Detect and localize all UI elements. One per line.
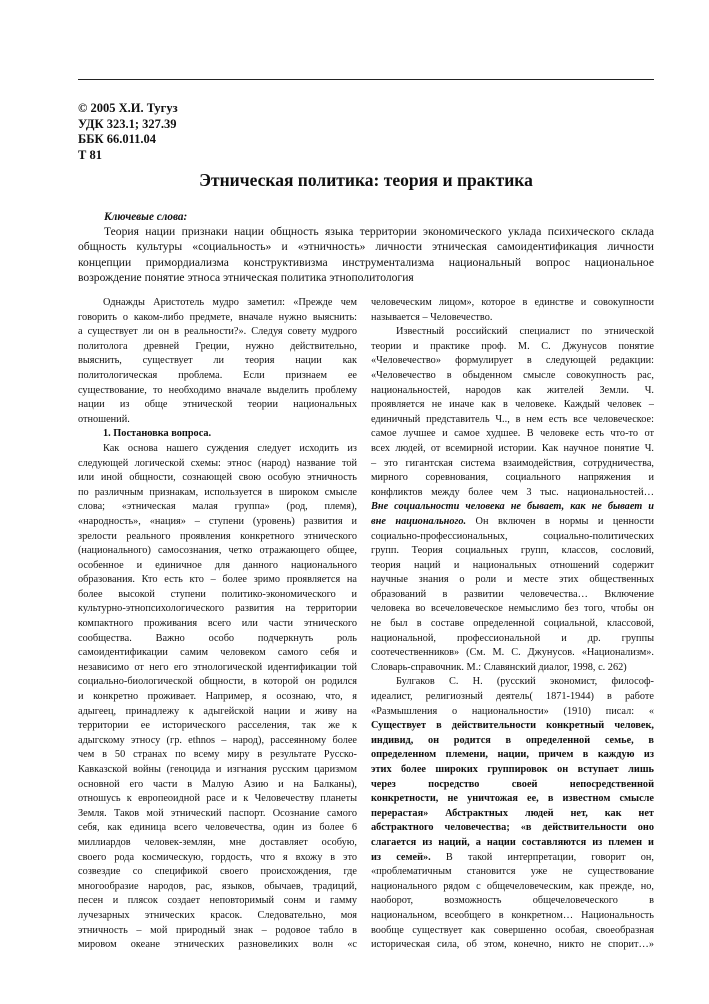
text-line: созвездие со спецификой своего происхождения, где [78,866,357,878]
text-line: существование, то необходимо вначале выделить проблему [78,384,357,396]
text-line: теории и практике проф. М. С. Джунусов понятие [371,340,654,352]
text-line: Известный российский специалист по этнической [396,326,654,338]
text-line: через посредство своей непосредственной [371,778,654,790]
code-line: Т 81 [78,147,102,162]
text-line: групп. Теория социальных групп, классов, сословий, [371,545,654,557]
text-column-left [78,296,357,953]
text-line: независимо от него его этнологической идентификации той [78,661,357,673]
bold-segment: из семей». [371,851,431,863]
copyright-line: © 2005 Х.И. Тугуз [78,101,178,115]
text-line: следующей логической схемы: этнос (народ) название той [78,457,357,469]
text-line: «народность», «нация» – ступени (уровень) развития и [78,515,357,527]
text-line: вообще существует как совершенно особая, своеобразная [371,924,654,936]
text-line: историческая сила, об этом, конечно, никто не спорит…» [371,939,654,951]
text-line: чем в 50 странах по всему миру в результате Русско- [78,749,357,761]
text-line: многообразие народов, рас, языков, обычаев, традиций, [78,880,357,892]
text-line: «проблематичным становится уже не существование [371,866,654,878]
text-line: Кавказской войны (геноцида и изгнания русским царизмом [78,764,357,775]
udk-line: УДК 323.1; 327.39 [78,116,177,131]
text-line: культурно-этнопсихологического развития на территории [78,603,357,615]
text-line: Земля. Таков мой этнический паспорт. Осознание самого [78,807,357,819]
text-line: конкретности, не уничтожая ее, в известном смысле [371,793,654,805]
keywords-line: Теория нации признаки нации общность языка территории экономического уклада психического склада [104,225,654,238]
text-line: национального рядом с общечеловеческим, как прежде, но, [371,880,654,892]
text-line: социально-биологической общности, в которой он родился [78,676,357,688]
text-line: территории ее исторического расселения, так же к [78,720,357,732]
text-line: слагается из наций, а нации составляются из племен и [371,836,654,848]
text-line: социально-профессиональных, социально-политических [371,530,654,542]
text-line: проявляется не иначе как в человеке. Каждый человек – [371,399,654,411]
text-line: мировом океане этнических разновеликих волн «с [78,939,357,951]
text-line: национальностей, народов как жителей Земли. Ч. [371,384,654,396]
text-line: зрелости реального проявления конкретного этнического [78,530,357,542]
text-line: 1. Постановка вопроса. [103,428,212,440]
text-line: своего рода космическую, гордость, что я вхожу в это [78,851,357,863]
text-line: и конкретно проживает. Например, я осознаю, что, я [78,691,357,703]
text-line: национальной, профессиональной и др. группы [371,632,654,644]
text-line: слова; «этническая малая группа» (род, племя), [78,501,357,513]
text-line: этих более широких группировок он вступает лишь [371,764,654,775]
text-line: человека во всечеловеческое немыслимо без того, чтобы он [371,603,654,615]
text-line: (национального) самосознания, четко отражающего общее, [78,545,357,557]
text-line: Вне социальности человека не бывает, как не бывает и [371,501,654,513]
text-line: «Размышления о национальности» (1910) писал: « [371,705,654,717]
article-title: Этническая политика: теория и практика [199,170,533,190]
text-line: особенное и единичное для данного национального [78,559,357,571]
text-line: абстрактного человечества; «в действительности оно [371,822,654,834]
publication-meta [78,101,378,163]
text-column-right [371,296,654,953]
text-line: образований в развитии человечества… Включение [371,588,654,600]
text-line: не был в составе определенной социальной, классовой, [371,618,654,630]
text-line: «Человечество в обыденном смысле совокупность рас, [371,369,654,381]
keywords-heading: Ключевые слова: [104,211,188,223]
text-line: определенном племени, нации, причем в каждую из [371,749,654,761]
text-line: называется – Человечество. [371,311,493,323]
keywords-line: возрождение понятие этноса этническая политика этнополитология [78,270,414,284]
text-line: «Человечество» формулирует в следующей редакции: [371,355,654,367]
text-line: себя, как единица всего человечества, один из более 6 [78,822,357,834]
text-line: Однажды Аристотель мудро заметил: «Прежде чем [103,297,357,308]
text-line: мирного соревнования, социального напряжения и [371,472,654,484]
keywords-line: концепции примордиализма конструктивизма инструментализма национальный вопрос национальное [78,255,654,269]
text-line: единичный представитель Ч.., в нем есть все человеческое: [371,413,654,425]
text-line: из семей». В такой интерпретации, говорит он, [371,851,654,863]
text-line: политологическая проблема. Если признаем ее [78,369,357,381]
text-line: лучезарных этнических красок. Следовательно, моя [78,909,357,921]
text-line: образования. Кто есть кто – более зримо проявляется на [78,574,357,586]
text-line: человеческим лицом», которое в единстве и совокупности [371,297,654,308]
text-line: вне национального. Он включен в нормы и ценности [371,515,654,527]
text-line: компактного проживания всего или части этнического [78,618,357,630]
text-line: основной его части в Малую Азию и на Балканы), [78,778,357,790]
text-line: сообщества. Важно особо подчеркнуть роль [78,632,357,644]
keywords-text [78,224,654,285]
bbk-line: ББК 66.011.04 [78,132,157,146]
bold-segment: вне национального. [371,515,467,527]
text-line: миллиардов человек-землян, мне доставляет особую, [78,836,357,848]
text-line: адыгскому этносу (гр. ethnos – народ), рассеянному более [78,734,357,746]
text-line: отношений. [78,413,130,425]
text-line: соотечественников» (См. М. С. Джунусов. «Национализм». [371,647,654,659]
text-line: самоидентификации самим человеком самого себя и [78,647,357,659]
text-line: этничность – мой природный знак – родовое табло в [78,924,357,936]
text-line: выяснить, существует ли теория нации как [78,355,357,367]
text-line: научные знания о роли и месте этих общественных [371,574,654,586]
text-line: политолога древней Греции, нужно действительно, [78,340,357,352]
text-line: песен и плясок создает неповторимый сонм и гамму [78,895,357,907]
text-line: или иной общности, сознающей свою особую этничность [78,472,357,484]
text-line: адыгеец, принадлежу к адыгейской нации и живу на [78,705,357,717]
text-line: самое лучшее и самое худшее. В человеке есть что-то от [371,428,654,440]
text-line: говорить о каком-либо предмете, вначале нужно выяснить: [78,311,357,323]
text-line: отношусь к европеоидной расе и к Человечеству планеты [78,793,357,805]
text-line: Как основа нашего суждения следует исходить из [103,442,357,454]
text-line: перерастая» Абстрактных людей нет, как нет [371,807,654,819]
top-rule [78,79,654,80]
text-line: нации из обще этнической теории национальных [78,399,357,411]
text-line: – это гигантская система взаимодействия, сотрудничества, [371,457,654,469]
text-line: национальном, всеобщего в конкретном… Национальность [371,909,654,921]
text-line: всех людей, от всемирной истории. Как научное понятие Ч. [371,442,654,454]
text-line: Булгаков С. Н. (русский экономист, философ- [396,676,654,688]
text-line: по различным признакам, используется в широком смысле [78,486,357,498]
text-line: а существует ли он в реальности?». Следуя совету мудрого [78,326,357,338]
text-line: Существует в действительности конкретный человек, [371,720,654,732]
keywords-line: общность культуры «социальность» и «этничность» личности этническая самоидентификация личности [78,240,654,254]
text-line: теория наций и национальных отношений содержит [371,559,654,571]
text-line: наоборот, возможность общечеловеческого в [371,895,654,907]
text-line: конфликтов между более чем 3 тыс. национальностей… [371,486,654,498]
text-line: индивид, он родится в определенной семье, в [371,734,654,746]
text-line: Словарь-справочник. М.: Славянский диалог, 1998, с. 262) [371,661,627,673]
text-line: идеалист, религиозный деятель( 1871-1944) в работе [371,691,654,703]
text-line: более высокой ступени политико-экономического и [78,588,357,600]
